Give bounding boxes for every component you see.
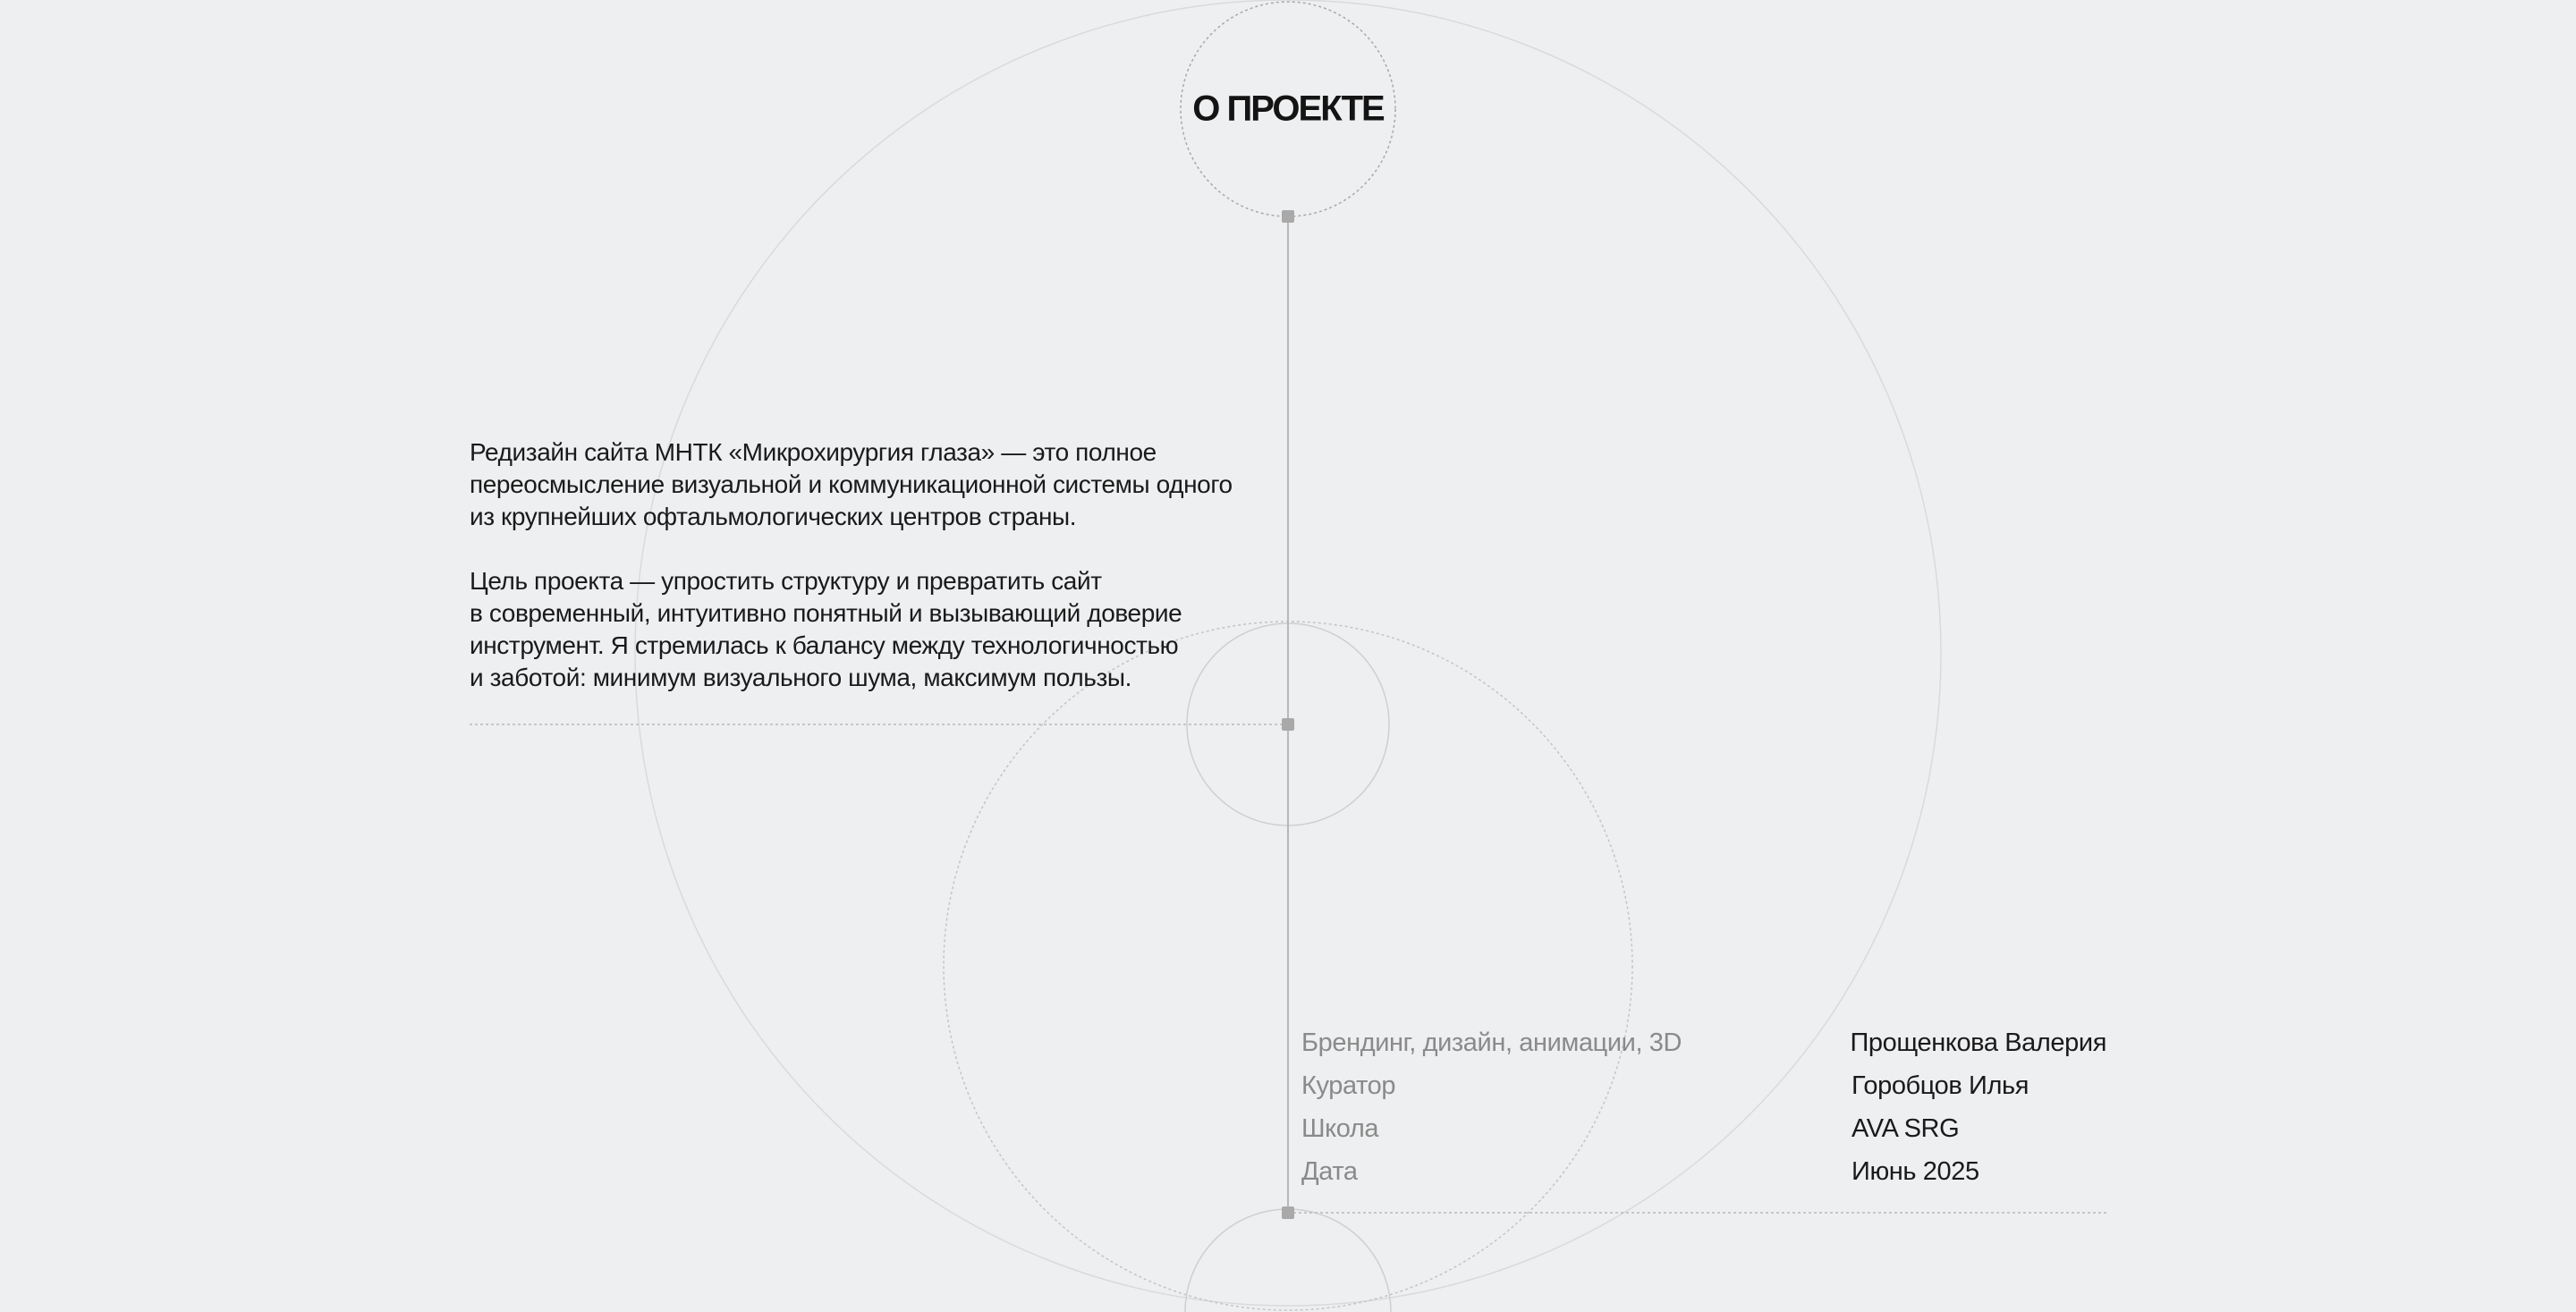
node-marker-middle <box>1282 718 1294 731</box>
credits-row <box>1301 1064 2106 1107</box>
node-marker-top <box>1282 210 1294 223</box>
credits-value: AVA SRG <box>1852 1114 1960 1143</box>
credits-label: Куратор <box>1301 1071 1396 1100</box>
credits-list <box>1301 1021 2106 1193</box>
bottom-circle <box>1185 1209 1391 1312</box>
credits-row <box>1301 1021 2106 1064</box>
credits-label: Дата <box>1301 1157 1358 1186</box>
credits-label: Школа <box>1301 1114 1379 1143</box>
credits-value: Июнь 2025 <box>1852 1157 1979 1186</box>
about-paragraph: Цель проекта — упростить структуру и превратить сайт в современный, интуитивно понятный и вызывающий доверие инструмент. Я стремилась к балансу между технологичностью и заботой: минимум визуального шума, максимум пользы. <box>470 567 1182 691</box>
about-text <box>470 436 1275 694</box>
credits-row <box>1301 1107 2106 1150</box>
credits-label: Брендинг, дизайн, анимации, 3D <box>1301 1028 1682 1057</box>
page-title: О ПРОЕКТЕ <box>1192 89 1384 129</box>
node-marker-bottom <box>1282 1206 1294 1219</box>
credits-value: Горобцов Илья <box>1852 1071 2029 1100</box>
credits-value: Прощенкова Валерия <box>1850 1028 2106 1057</box>
about-paragraph: Редизайн сайта МНТК «Микрохирургия глаза» — это полное переосмысление визуальной и коммуникационной системы одного из крупнейших офтальмологических центров страны. <box>470 438 1233 530</box>
credits-row <box>1301 1150 2106 1193</box>
